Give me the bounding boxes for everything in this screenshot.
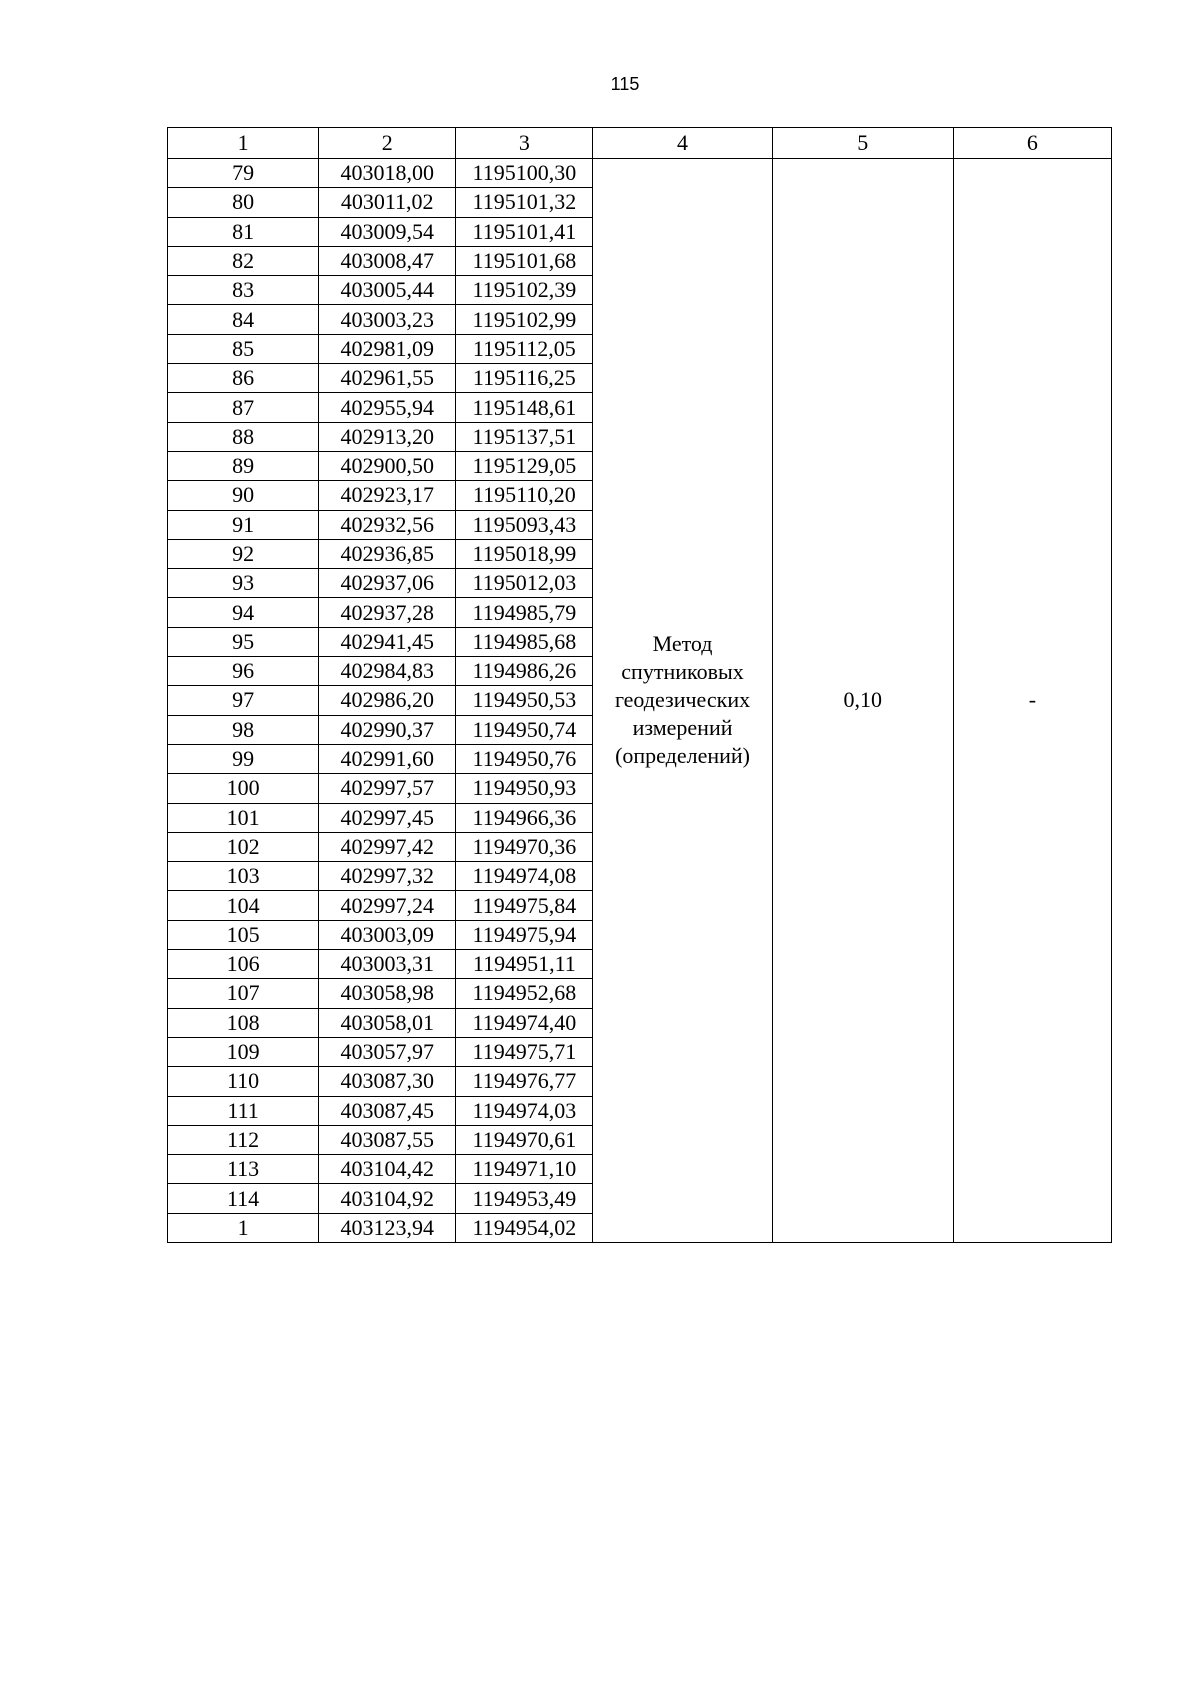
header-col-2: 2 bbox=[319, 128, 456, 159]
x-coordinate-cell: 403087,30 bbox=[319, 1067, 456, 1096]
x-coordinate-cell: 402955,94 bbox=[319, 393, 456, 422]
point-number-cell: 88 bbox=[168, 422, 319, 451]
y-coordinate-cell: 1194974,08 bbox=[456, 862, 593, 891]
x-coordinate-cell: 402991,60 bbox=[319, 744, 456, 773]
point-number-cell: 85 bbox=[168, 334, 319, 363]
point-number-cell: 81 bbox=[168, 217, 319, 246]
x-coordinate-cell: 403058,01 bbox=[319, 1008, 456, 1037]
x-coordinate-cell: 402900,50 bbox=[319, 451, 456, 480]
point-number-cell: 105 bbox=[168, 920, 319, 949]
x-coordinate-cell: 403005,44 bbox=[319, 276, 456, 305]
y-coordinate-cell: 1194966,36 bbox=[456, 803, 593, 832]
point-number-cell: 100 bbox=[168, 774, 319, 803]
y-coordinate-cell: 1194953,49 bbox=[456, 1184, 593, 1213]
table-row bbox=[168, 159, 1112, 188]
point-number-cell: 107 bbox=[168, 979, 319, 1008]
header-col-4: 4 bbox=[593, 128, 772, 159]
x-coordinate-cell: 403018,00 bbox=[319, 159, 456, 188]
point-number-cell: 113 bbox=[168, 1155, 319, 1184]
point-number-cell: 86 bbox=[168, 364, 319, 393]
y-coordinate-cell: 1194951,11 bbox=[456, 950, 593, 979]
x-coordinate-cell: 402937,06 bbox=[319, 569, 456, 598]
x-coordinate-cell: 403057,97 bbox=[319, 1037, 456, 1066]
y-coordinate-cell: 1194976,77 bbox=[456, 1067, 593, 1096]
x-coordinate-cell: 403104,42 bbox=[319, 1155, 456, 1184]
header-col-5: 5 bbox=[772, 128, 953, 159]
y-coordinate-cell: 1194970,61 bbox=[456, 1125, 593, 1154]
x-coordinate-cell: 402984,83 bbox=[319, 657, 456, 686]
x-coordinate-cell: 402997,24 bbox=[319, 891, 456, 920]
note-cell: - bbox=[953, 159, 1111, 1243]
y-coordinate-cell: 1195116,25 bbox=[456, 364, 593, 393]
point-number-cell: 112 bbox=[168, 1125, 319, 1154]
y-coordinate-cell: 1195101,68 bbox=[456, 246, 593, 275]
x-coordinate-cell: 402981,09 bbox=[319, 334, 456, 363]
y-coordinate-cell: 1195102,39 bbox=[456, 276, 593, 305]
y-coordinate-cell: 1194975,84 bbox=[456, 891, 593, 920]
y-coordinate-cell: 1194975,94 bbox=[456, 920, 593, 949]
y-coordinate-cell: 1194971,10 bbox=[456, 1155, 593, 1184]
x-coordinate-cell: 402997,42 bbox=[319, 832, 456, 861]
y-coordinate-cell: 1194974,40 bbox=[456, 1008, 593, 1037]
header-row bbox=[168, 128, 1112, 159]
x-coordinate-cell: 402997,45 bbox=[319, 803, 456, 832]
y-coordinate-cell: 1195112,05 bbox=[456, 334, 593, 363]
point-number-cell: 84 bbox=[168, 305, 319, 334]
point-number-cell: 83 bbox=[168, 276, 319, 305]
point-number-cell: 114 bbox=[168, 1184, 319, 1213]
x-coordinate-cell: 403087,55 bbox=[319, 1125, 456, 1154]
y-coordinate-cell: 1195101,32 bbox=[456, 188, 593, 217]
point-number-cell: 96 bbox=[168, 657, 319, 686]
x-coordinate-cell: 402941,45 bbox=[319, 627, 456, 656]
point-number-cell: 80 bbox=[168, 188, 319, 217]
point-number-cell: 90 bbox=[168, 481, 319, 510]
point-number-cell: 98 bbox=[168, 715, 319, 744]
y-coordinate-cell: 1195093,43 bbox=[456, 510, 593, 539]
point-number-cell: 95 bbox=[168, 627, 319, 656]
point-number-cell: 1 bbox=[168, 1213, 319, 1242]
point-number-cell: 103 bbox=[168, 862, 319, 891]
point-number-cell: 109 bbox=[168, 1037, 319, 1066]
y-coordinate-cell: 1195110,20 bbox=[456, 481, 593, 510]
y-coordinate-cell: 1195101,41 bbox=[456, 217, 593, 246]
point-number-cell: 92 bbox=[168, 539, 319, 568]
y-coordinate-cell: 1194970,36 bbox=[456, 832, 593, 861]
y-coordinate-cell: 1195129,05 bbox=[456, 451, 593, 480]
x-coordinate-cell: 403087,45 bbox=[319, 1096, 456, 1125]
x-coordinate-cell: 402961,55 bbox=[319, 364, 456, 393]
point-number-cell: 101 bbox=[168, 803, 319, 832]
page-number: 115 bbox=[610, 74, 640, 94]
x-coordinate-cell: 403008,47 bbox=[319, 246, 456, 275]
y-coordinate-cell: 1194975,71 bbox=[456, 1037, 593, 1066]
x-coordinate-cell: 402923,17 bbox=[319, 481, 456, 510]
accuracy-cell: 0,10 bbox=[772, 159, 953, 1243]
x-coordinate-cell: 403003,31 bbox=[319, 950, 456, 979]
x-coordinate-cell: 402997,57 bbox=[319, 774, 456, 803]
x-coordinate-cell: 403104,92 bbox=[319, 1184, 456, 1213]
x-coordinate-cell: 402932,56 bbox=[319, 510, 456, 539]
coordinates-table bbox=[167, 127, 1112, 1243]
x-coordinate-cell: 403011,02 bbox=[319, 188, 456, 217]
y-coordinate-cell: 1194986,26 bbox=[456, 657, 593, 686]
y-coordinate-cell: 1194950,93 bbox=[456, 774, 593, 803]
x-coordinate-cell: 402986,20 bbox=[319, 686, 456, 715]
y-coordinate-cell: 1195137,51 bbox=[456, 422, 593, 451]
y-coordinate-cell: 1195102,99 bbox=[456, 305, 593, 334]
table-header bbox=[168, 128, 1112, 159]
y-coordinate-cell: 1194950,76 bbox=[456, 744, 593, 773]
x-coordinate-cell: 402990,37 bbox=[319, 715, 456, 744]
y-coordinate-cell: 1194954,02 bbox=[456, 1213, 593, 1242]
table-body bbox=[168, 159, 1112, 1243]
point-number-cell: 79 bbox=[168, 159, 319, 188]
header-col-1: 1 bbox=[168, 128, 319, 159]
point-number-cell: 111 bbox=[168, 1096, 319, 1125]
x-coordinate-cell: 403003,23 bbox=[319, 305, 456, 334]
point-number-cell: 82 bbox=[168, 246, 319, 275]
point-number-cell: 104 bbox=[168, 891, 319, 920]
x-coordinate-cell: 402937,28 bbox=[319, 598, 456, 627]
method-cell: Метод спутниковых геодезических измерений (определений) bbox=[593, 159, 772, 1243]
point-number-cell: 108 bbox=[168, 1008, 319, 1037]
point-number-cell: 102 bbox=[168, 832, 319, 861]
y-coordinate-cell: 1194985,68 bbox=[456, 627, 593, 656]
y-coordinate-cell: 1194952,68 bbox=[456, 979, 593, 1008]
point-number-cell: 93 bbox=[168, 569, 319, 598]
x-coordinate-cell: 402936,85 bbox=[319, 539, 456, 568]
point-number-cell: 87 bbox=[168, 393, 319, 422]
y-coordinate-cell: 1194985,79 bbox=[456, 598, 593, 627]
y-coordinate-cell: 1195012,03 bbox=[456, 569, 593, 598]
x-coordinate-cell: 403003,09 bbox=[319, 920, 456, 949]
point-number-cell: 97 bbox=[168, 686, 319, 715]
y-coordinate-cell: 1195100,30 bbox=[456, 159, 593, 188]
y-coordinate-cell: 1194950,74 bbox=[456, 715, 593, 744]
point-number-cell: 110 bbox=[168, 1067, 319, 1096]
y-coordinate-cell: 1195148,61 bbox=[456, 393, 593, 422]
point-number-cell: 91 bbox=[168, 510, 319, 539]
x-coordinate-cell: 402997,32 bbox=[319, 862, 456, 891]
y-coordinate-cell: 1194974,03 bbox=[456, 1096, 593, 1125]
point-number-cell: 106 bbox=[168, 950, 319, 979]
header-col-6: 6 bbox=[953, 128, 1111, 159]
point-number-cell: 94 bbox=[168, 598, 319, 627]
x-coordinate-cell: 402913,20 bbox=[319, 422, 456, 451]
x-coordinate-cell: 403123,94 bbox=[319, 1213, 456, 1242]
header-col-3: 3 bbox=[456, 128, 593, 159]
point-number-cell: 89 bbox=[168, 451, 319, 480]
point-number-cell: 99 bbox=[168, 744, 319, 773]
y-coordinate-cell: 1195018,99 bbox=[456, 539, 593, 568]
x-coordinate-cell: 403058,98 bbox=[319, 979, 456, 1008]
y-coordinate-cell: 1194950,53 bbox=[456, 686, 593, 715]
x-coordinate-cell: 403009,54 bbox=[319, 217, 456, 246]
